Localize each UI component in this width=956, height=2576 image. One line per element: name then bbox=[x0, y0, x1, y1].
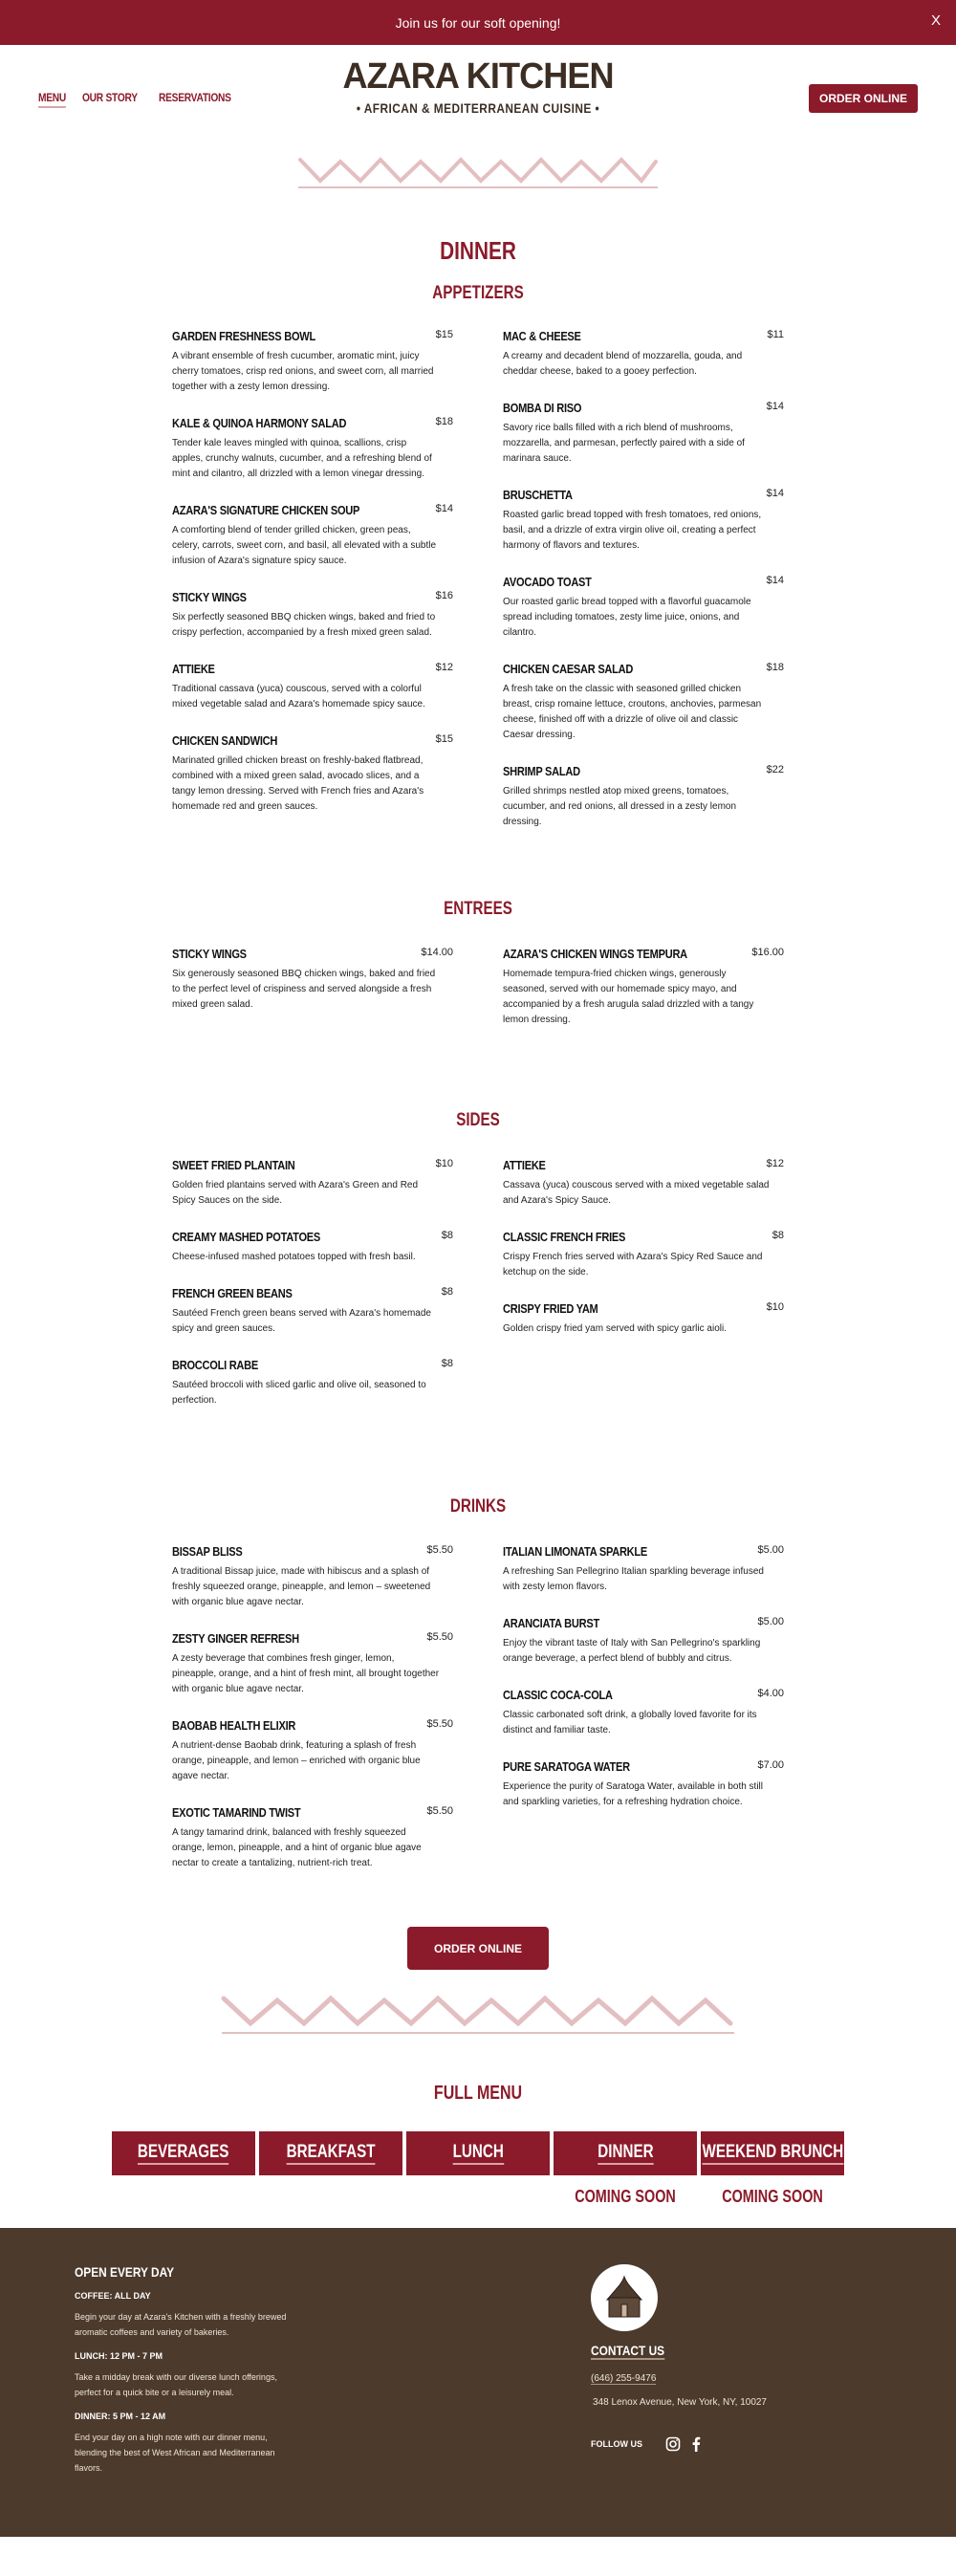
menu-item-description: Golden fried plantains served with Azara's Green and Red Spicy Sauces on the side. bbox=[172, 1180, 419, 1206]
dinner-button[interactable]: DINNER bbox=[554, 2131, 697, 2175]
menu-item bbox=[172, 1544, 453, 1610]
site-header bbox=[0, 45, 956, 141]
full-menu-title: FULL MENU bbox=[433, 2083, 523, 2104]
menu-item bbox=[172, 1230, 453, 1265]
menu-item bbox=[503, 401, 784, 467]
menu-item-price: $18 bbox=[766, 662, 784, 673]
menu-item-name: FRENCH GREEN BEANS bbox=[172, 1286, 293, 1300]
menu-item-name: EXOTIC TAMARIND TWIST bbox=[172, 1805, 301, 1820]
menu-item-name: ZESTY GINGER REFRESH bbox=[172, 1631, 299, 1646]
menu-item bbox=[503, 488, 784, 554]
menu-item-header bbox=[172, 947, 453, 961]
menu-item bbox=[172, 503, 453, 569]
menu-item-header bbox=[503, 1759, 784, 1774]
menu-item-price: $22 bbox=[766, 764, 784, 775]
menu-item-price: $5.50 bbox=[426, 1631, 453, 1643]
menu-item-name: CLASSIC FRENCH FRIES bbox=[503, 1230, 626, 1244]
menu-content bbox=[0, 236, 956, 2207]
section-title-appetizers: APPETIZERS bbox=[432, 283, 524, 303]
menu-item-description: Tender kale leaves mingled with quinoa, scallions, crisp apples, crunchy walnuts, cucumber, and a refreshing blend of mint and cilantro, all drizzled with a lemon vinegar dressing. bbox=[172, 438, 432, 479]
menu-item bbox=[172, 416, 453, 482]
menu-column-left bbox=[172, 1544, 453, 1892]
menu-item-description: Marinated grilled chicken breast on freshly-baked flatbread, combined with a mixed green salad, avocado slices, and a tangy lemon dressing. Served with French fries and Azara's homemade red and green sauces. bbox=[172, 755, 424, 812]
menu-item-name: STICKY WINGS bbox=[172, 947, 247, 961]
full-menu-tab-breakfast bbox=[259, 2131, 402, 2207]
entrees-grid bbox=[172, 947, 784, 1049]
menu-item-price: $5.00 bbox=[757, 1616, 784, 1627]
menu-column-right bbox=[503, 1158, 784, 1430]
menu-item-description: Experience the purity of Saratoga Water, available in both still and sparkling varieties, for a refreshing hydration choice. bbox=[503, 1781, 764, 1807]
menu-item-header bbox=[503, 1230, 784, 1244]
menu-item bbox=[172, 1158, 453, 1209]
menu-item-name: ATTIEKE bbox=[503, 1158, 546, 1172]
menu-item-header bbox=[503, 1301, 784, 1316]
menu-item-header bbox=[172, 590, 453, 604]
logo-title: AZARA KITCHEN bbox=[342, 56, 614, 97]
menu-item-name: CLASSIC COCA-COLA bbox=[503, 1688, 613, 1702]
menu-item bbox=[503, 329, 784, 380]
menu-item bbox=[172, 733, 453, 815]
menu-item-price: $14 bbox=[435, 503, 453, 514]
menu-column-right bbox=[503, 329, 784, 851]
menu-item-price: $11 bbox=[767, 329, 784, 340]
menu-item-header bbox=[172, 329, 453, 343]
menu-item-description: Sautéed French green beans served with Azara's homemade spicy and green sauces. bbox=[172, 1308, 431, 1334]
sides-grid bbox=[172, 1158, 784, 1430]
menu-item bbox=[172, 1718, 453, 1784]
menu-item-header bbox=[172, 1631, 453, 1646]
menu-item-price: $15 bbox=[435, 329, 453, 340]
full-menu-tab-dinner bbox=[554, 2131, 697, 2207]
breakfast-button[interactable]: BREAKFAST bbox=[259, 2131, 402, 2175]
menu-item-name: CREAMY MASHED POTATOES bbox=[172, 1230, 321, 1244]
hours-block bbox=[75, 2264, 294, 2476]
menu-item-name: PURE SARATOGA WATER bbox=[503, 1759, 630, 1774]
menu-item bbox=[503, 764, 784, 830]
menu-item-price: $15 bbox=[435, 733, 453, 745]
order-online-button[interactable]: ORDER ONLINE bbox=[407, 1927, 549, 1970]
close-announcement-button[interactable]: X bbox=[930, 12, 941, 29]
section-title-drinks: DRINKS bbox=[449, 1496, 507, 1517]
menu-item-name: BRUSCHETTA bbox=[503, 488, 573, 502]
menu-item-header bbox=[172, 503, 453, 517]
full-menu-tab-lunch bbox=[406, 2131, 550, 2207]
full-menu-tab-weekend-brunch bbox=[701, 2131, 844, 2207]
menu-item-description: A tangy tamarind drink, balanced with freshly squeezed orange, lemon, pineapple, and a hint of organic blue agave nectar to create a tantalizing, nutrient-rich treat. bbox=[172, 1827, 422, 1868]
menu-item-price: $7.00 bbox=[757, 1759, 784, 1771]
hours-label: DINNER: 5 PM - 12 AM bbox=[75, 2412, 166, 2421]
menu-item-description: Roasted garlic bread topped with fresh tomatoes, red onions, basil, and a drizzle of extra virgin olive oil, creating a perfect harmony of flavors and textures. bbox=[503, 510, 762, 551]
hours-text: Begin your day at Azara's Kitchen with a freshly brewed aromatic coffees and variety of bakeries. bbox=[75, 2312, 287, 2337]
menu-item-description: Six generously seasoned BBQ chicken wings, baked and fried to the perfect level of crispiness and served alongside a fresh mixed green salad. bbox=[172, 969, 436, 1010]
menu-item-description: A zesty beverage that combines fresh ginger, lemon, pineapple, orange, and a hint of fresh mint, all brought together with organic blue agave nectar. bbox=[172, 1653, 440, 1694]
menu-item-header bbox=[503, 488, 784, 502]
menu-item bbox=[503, 1759, 784, 1810]
menu-item-name: AVOCADO TOAST bbox=[503, 575, 592, 589]
menu-item-header bbox=[172, 733, 453, 748]
menu-item-name: SWEET FRIED PLANTAIN bbox=[172, 1158, 295, 1172]
follow-label: FOLLOW US bbox=[591, 2439, 642, 2449]
hut-logo-icon bbox=[591, 2264, 658, 2331]
menu-item-name: CRISPY FRIED YAM bbox=[503, 1301, 598, 1316]
decorative-zigzag bbox=[296, 156, 660, 190]
menu-item-description: A fresh take on the classic with seasoned grilled chicken breast, crisp romaine lettuce, croutons, anchovies, parmesan cheese, finished off with a drizzle of olive oil and classic Caesar dressing. bbox=[503, 684, 762, 740]
drinks-grid bbox=[172, 1544, 784, 1892]
menu-item bbox=[503, 1544, 784, 1595]
menu-item-price: $8 bbox=[771, 1230, 784, 1241]
full-menu-tab-beverages bbox=[112, 2131, 255, 2207]
menu-item-header bbox=[503, 662, 784, 676]
menu-item-price: $5.00 bbox=[757, 1544, 784, 1556]
facebook-icon[interactable] bbox=[690, 2436, 702, 2452]
menu-item-description: Homemade tempura-fried chicken wings, generously seasoned, served with our homemade spicy mayo, and accompanied by a fresh arugula salad drizzled with a tangy lemon dressing. bbox=[503, 969, 754, 1025]
menu-item bbox=[503, 1158, 784, 1209]
hours-text: End your day on a high note with our dinner menu, blending the best of West African and Mediterranean flavors. bbox=[75, 2433, 275, 2473]
follow-us bbox=[591, 2436, 801, 2452]
hours-title: OPEN EVERY DAY bbox=[75, 2264, 175, 2280]
menu-item bbox=[172, 329, 453, 395]
menu-item-description: Our roasted garlic bread topped with a flavorful guacamole spread including tomatoes, zesty lime juice, onions, and cilantro. bbox=[503, 597, 751, 638]
menu-item-header bbox=[172, 1718, 453, 1733]
announcement-bar bbox=[0, 0, 956, 45]
nav-our-story[interactable]: OUR STORY bbox=[82, 91, 138, 104]
menu-item-header bbox=[503, 1158, 784, 1172]
contact-title: CONTACT US bbox=[591, 2343, 665, 2358]
menu-item-name: STICKY WINGS bbox=[172, 590, 247, 604]
instagram-icon[interactable] bbox=[665, 2436, 681, 2452]
decorative-zigzag-bottom bbox=[220, 1995, 736, 2037]
phone-link[interactable]: (646) 255-9476 bbox=[591, 2373, 657, 2384]
beverages-button[interactable]: BEVERAGES bbox=[112, 2131, 255, 2175]
menu-item bbox=[172, 1286, 453, 1337]
menu-item-header bbox=[172, 1358, 453, 1372]
menu-item-name: CHICKEN CAESAR SALAD bbox=[503, 662, 634, 676]
menu-item-name: SHRIMP SALAD bbox=[503, 764, 580, 778]
contact-block bbox=[591, 2264, 801, 2452]
section-title-sides: SIDES bbox=[456, 1110, 500, 1130]
menu-item-price: $4.00 bbox=[757, 1688, 784, 1699]
weekend-brunch-button[interactable]: WEEKEND BRUNCH bbox=[701, 2131, 844, 2175]
menu-item-price: $10 bbox=[435, 1158, 453, 1169]
menu-item-price: $14 bbox=[766, 401, 784, 412]
menu-item-header bbox=[503, 1616, 784, 1630]
menu-item-description: Grilled shrimps nestled atop mixed greens, tomatoes, cucumber, and red onions, all dressed in a zesty lemon dressing. bbox=[503, 786, 737, 827]
hours-label: LUNCH: 12 PM - 7 PM bbox=[75, 2351, 163, 2361]
menu-column-left bbox=[172, 1158, 453, 1430]
menu-item-name: BOMBA DI RISO bbox=[503, 401, 582, 415]
menu-item-price: $14 bbox=[766, 488, 784, 499]
logo-subtitle: • AFRICAN & MEDITERRANEAN CUISINE • bbox=[356, 100, 600, 116]
menu-item-description: Cheese-infused mashed potatoes topped with fresh basil. bbox=[172, 1252, 416, 1262]
menu-item bbox=[503, 1301, 784, 1337]
menu-item-description: Crispy French fries served with Azara's Spicy Red Sauce and ketchup on the side. bbox=[503, 1252, 763, 1277]
menu-item-name: BAOBAB HEALTH ELIXIR bbox=[172, 1718, 296, 1733]
menu-item-name: MAC & CHEESE bbox=[503, 329, 581, 343]
menu-item-price: $5.50 bbox=[426, 1805, 453, 1817]
menu-item bbox=[503, 947, 784, 1028]
menu-item-description: Traditional cassava (yuca) couscous, served with a colorful mixed vegetable salad and Azara's homemade spicy sauce. bbox=[172, 684, 425, 709]
menu-item-description: Six perfectly seasoned BBQ chicken wings, baked and fried to crispy perfection, accompanied by a fresh mixed green salad. bbox=[172, 612, 436, 638]
menu-item-description: Cassava (yuca) couscous served with a mixed vegetable salad and Azara's Spicy Sauce. bbox=[503, 1180, 770, 1206]
menu-item-price: $12 bbox=[435, 662, 453, 673]
menu-item-description: Golden crispy fried yam served with spicy garlic aioli. bbox=[503, 1323, 727, 1334]
menu-item-description: Enjoy the vibrant taste of Italy with San Pellegrino's sparkling orange beverage, a perfect blend of bubbly and citrus. bbox=[503, 1638, 761, 1664]
menu-item-price: $8 bbox=[441, 1358, 453, 1369]
nav-reservations[interactable]: RESERVATIONS bbox=[159, 91, 231, 104]
menu-item-description: A nutrient-dense Baobab drink, featuring a splash of fresh orange, pineapple, and lemon – enriched with organic blue agave nectar. bbox=[172, 1740, 421, 1781]
full-menu-tabs bbox=[0, 2131, 956, 2207]
menu-item-name: ITALIAN LIMONATA SPARKLE bbox=[503, 1544, 648, 1559]
menu-item-name: ATTIEKE bbox=[172, 662, 215, 676]
appetizers-grid bbox=[172, 329, 784, 851]
menu-item-price: $5.50 bbox=[426, 1544, 453, 1556]
menu-item-header bbox=[503, 1544, 784, 1559]
menu-item bbox=[503, 575, 784, 641]
hours-text: Take a midday break with our diverse lunch offerings, perfect for a quick bite or a leisurely meal. bbox=[75, 2372, 277, 2397]
menu-item-header bbox=[172, 1805, 453, 1820]
menu-column-left bbox=[172, 947, 453, 1049]
menu-item-price: $14 bbox=[766, 575, 784, 586]
menu-item-description: A refreshing San Pellegrino Italian sparkling beverage infused with zesty lemon flavors. bbox=[503, 1566, 764, 1592]
menu-item-header bbox=[172, 662, 453, 676]
menu-item-price: $10 bbox=[766, 1301, 784, 1313]
menu-item-header bbox=[503, 947, 784, 961]
address: 348 Lenox Avenue, New York, NY, 10027 bbox=[593, 2397, 767, 2408]
section-title-entrees: ENTREES bbox=[444, 899, 512, 919]
menu-item-price: $14.00 bbox=[421, 947, 453, 958]
nav-menu[interactable]: MENU bbox=[38, 91, 66, 108]
menu-item-price: $18 bbox=[435, 416, 453, 427]
menu-item-header bbox=[172, 1230, 453, 1244]
menu-item-header bbox=[172, 1158, 453, 1172]
menu-item-description: Classic carbonated soft drink, a globally loved favorite for its distinct and familiar taste. bbox=[503, 1710, 757, 1736]
menu-item bbox=[503, 662, 784, 743]
menu-item bbox=[172, 662, 453, 712]
lunch-button[interactable]: LUNCH bbox=[406, 2131, 550, 2175]
menu-item-header bbox=[172, 1286, 453, 1300]
coming-soon-label: COMING SOON bbox=[575, 2187, 676, 2206]
menu-item-header bbox=[172, 1544, 453, 1559]
menu-item-price: $8 bbox=[441, 1286, 453, 1298]
menu-item-header bbox=[503, 575, 784, 589]
menu-item-price: $12 bbox=[766, 1158, 784, 1169]
coming-soon-label: COMING SOON bbox=[722, 2187, 823, 2206]
menu-item-name: BISSAP BLISS bbox=[172, 1544, 243, 1559]
menu-item-header bbox=[503, 764, 784, 778]
menu-item bbox=[172, 947, 453, 1013]
menu-item-price: $5.50 bbox=[426, 1718, 453, 1730]
menu-item-name: KALE & QUINOA HARMONY SALAD bbox=[172, 416, 347, 430]
menu-item-header bbox=[503, 1688, 784, 1702]
menu-item-price: $16 bbox=[435, 590, 453, 601]
menu-item bbox=[503, 1688, 784, 1738]
menu-item-name: AZARA'S CHICKEN WINGS TEMPURA bbox=[503, 947, 687, 961]
order-online-button-header[interactable]: ORDER ONLINE bbox=[809, 84, 918, 113]
site-footer bbox=[0, 2228, 956, 2537]
menu-item-description: A traditional Bissap juice, made with hibiscus and a splash of freshly squeezed orange, pineapple, and lemon – sweetened with organic blue agave nectar. bbox=[172, 1566, 431, 1607]
menu-item bbox=[172, 1805, 453, 1871]
menu-column-right bbox=[503, 1544, 784, 1892]
menu-title: DINNER bbox=[440, 236, 516, 265]
menu-item-name: GARDEN FRESHNESS BOWL bbox=[172, 329, 315, 343]
menu-item bbox=[503, 1230, 784, 1280]
hours-label: COFFEE: ALL DAY bbox=[75, 2291, 151, 2301]
menu-item bbox=[172, 1358, 453, 1408]
menu-item-name: AZARA'S SIGNATURE CHICKEN SOUP bbox=[172, 503, 360, 517]
menu-item-header bbox=[172, 416, 453, 430]
menu-item bbox=[172, 1631, 453, 1697]
menu-item bbox=[172, 590, 453, 641]
menu-column-left bbox=[172, 329, 453, 851]
menu-item-description: A vibrant ensemble of fresh cucumber, aromatic mint, juicy cherry tomatoes, crisp red onions, and sweet corn, all married together with a zesty lemon dressing. bbox=[172, 351, 434, 392]
menu-item-name: CHICKEN SANDWICH bbox=[172, 733, 278, 748]
announcement-text: Join us for our soft opening! bbox=[395, 14, 561, 31]
menu-item-description: A creamy and decadent blend of mozzarella, gouda, and cheddar cheese, baked to a gooey perfection. bbox=[503, 351, 743, 377]
menu-item-description: Savory rice balls filled with a rich blend of mushrooms, mozzarella, and parmesan, perfectly paired with a side of marinara sauce. bbox=[503, 423, 745, 464]
menu-column-right bbox=[503, 947, 784, 1049]
menu-item-header bbox=[503, 329, 784, 343]
menu-item-name: ARANCIATA BURST bbox=[503, 1616, 599, 1630]
menu-item bbox=[503, 1616, 784, 1667]
menu-item-header bbox=[503, 401, 784, 415]
menu-item-description: Sautéed broccoli with sliced garlic and olive oil, seasoned to perfection. bbox=[172, 1380, 426, 1406]
menu-item-name: BROCCOLI RABE bbox=[172, 1358, 259, 1372]
menu-item-price: $16.00 bbox=[751, 947, 784, 958]
menu-item-description: A comforting blend of tender grilled chicken, green peas, celery, carrots, sweet corn, and basil, all elevated with a subtle infusion of Azara's signature spicy sauce. bbox=[172, 525, 437, 566]
menu-item-price: $8 bbox=[441, 1230, 453, 1241]
